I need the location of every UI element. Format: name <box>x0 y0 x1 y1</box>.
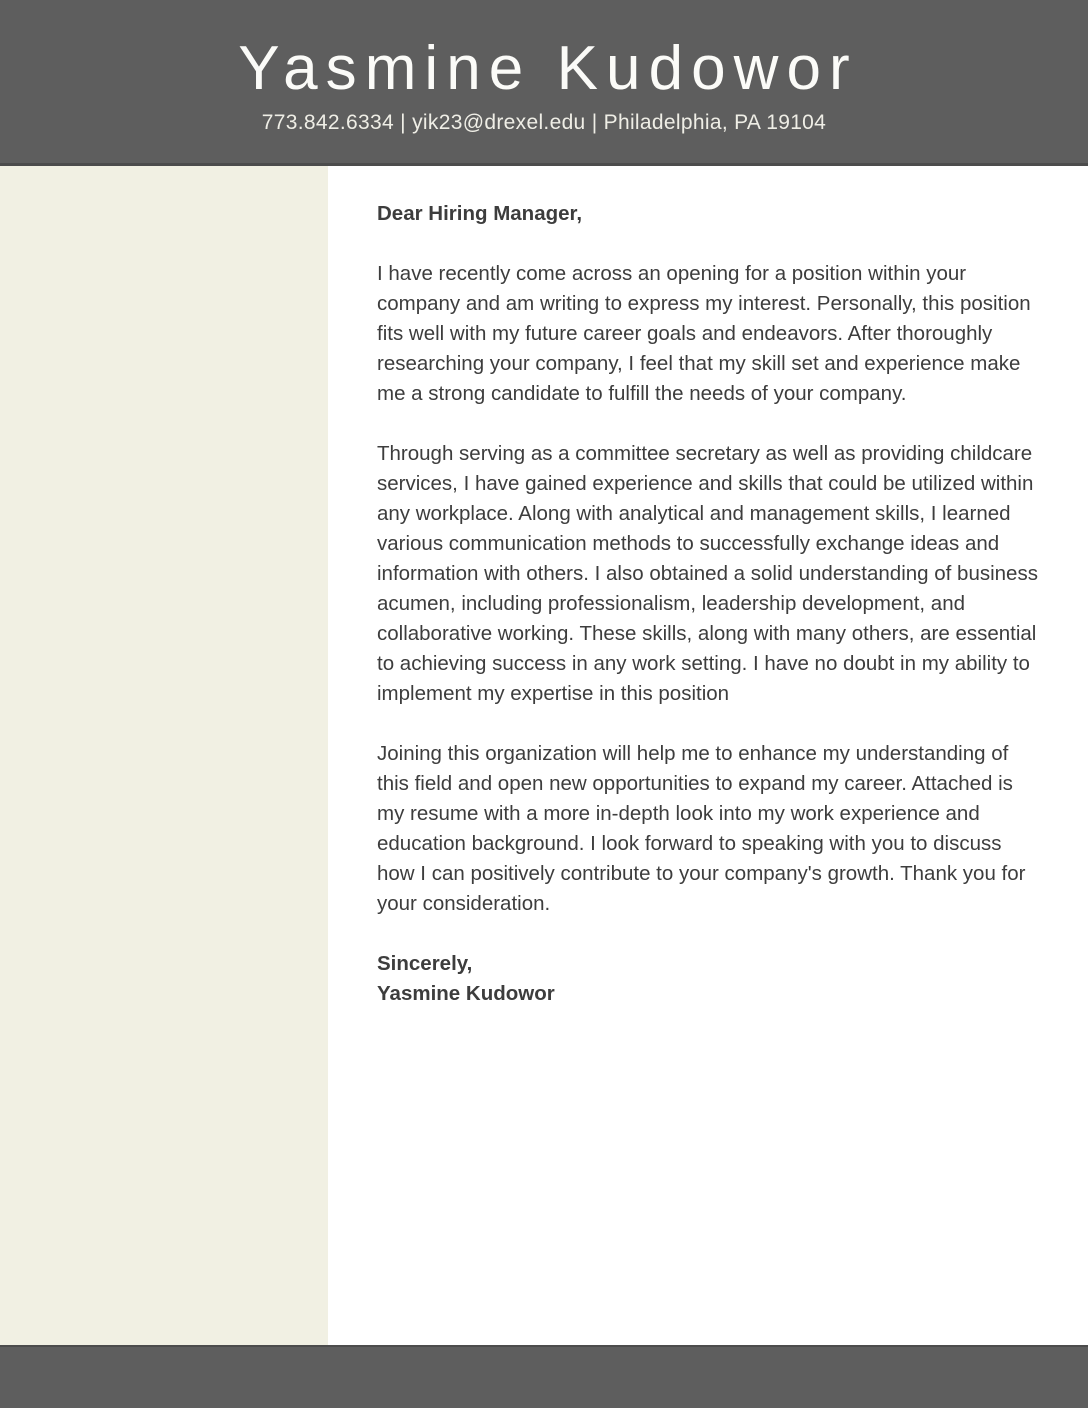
closing-block <box>377 949 1044 1009</box>
footer-bar <box>0 1345 1088 1408</box>
left-accent-panel <box>0 166 328 1345</box>
letter-header <box>0 0 1088 166</box>
paragraph-experience: Through serving as a committee secretary as well as providing childcare services, I have gained experience and skills that could be utilized within any workplace. Along with analytical and management skills, I learned various communication methods to successfully exchange ideas and information with others. I also obtained a solid understanding of business acumen, including professionalism, leadership development, and collaborative working. These skills, along with many others, are essential to achieving success in any work setting. I have no doubt in my ability to implement my expertise in this position <box>377 442 1038 705</box>
author-name: Yasmine Kudowor <box>238 34 858 104</box>
letter-body-area <box>328 166 1088 1345</box>
salutation: Dear Hiring Manager, <box>377 202 583 225</box>
paragraph-closing: Joining this organization will help me to enhance my understanding of this field and open new opportunities to expand my career. Attached is my resume with a more in-depth look into my work experience and education background. I look forward to speaking with you to discuss how I can positively contribute to your company's growth. Thank you for your consideration. <box>377 742 1026 915</box>
content-row <box>0 166 1088 1345</box>
letter-text <box>377 199 1044 1009</box>
closing-phrase: Sincerely, <box>377 952 473 975</box>
contact-info: 773.842.6334 | yik23@drexel.edu | Philadelphia, PA 19104 <box>261 110 827 134</box>
paragraph-intro: I have recently come across an opening for a position within your company and am writing to express my interest. Personally, this position fits well with my future career goals and endeavors. After thoroughly researching your company, I feel that my skill set and experience make me a strong candidate to fulfill the needs of your company. <box>377 262 1031 405</box>
signature-name: Yasmine Kudowor <box>377 982 555 1005</box>
